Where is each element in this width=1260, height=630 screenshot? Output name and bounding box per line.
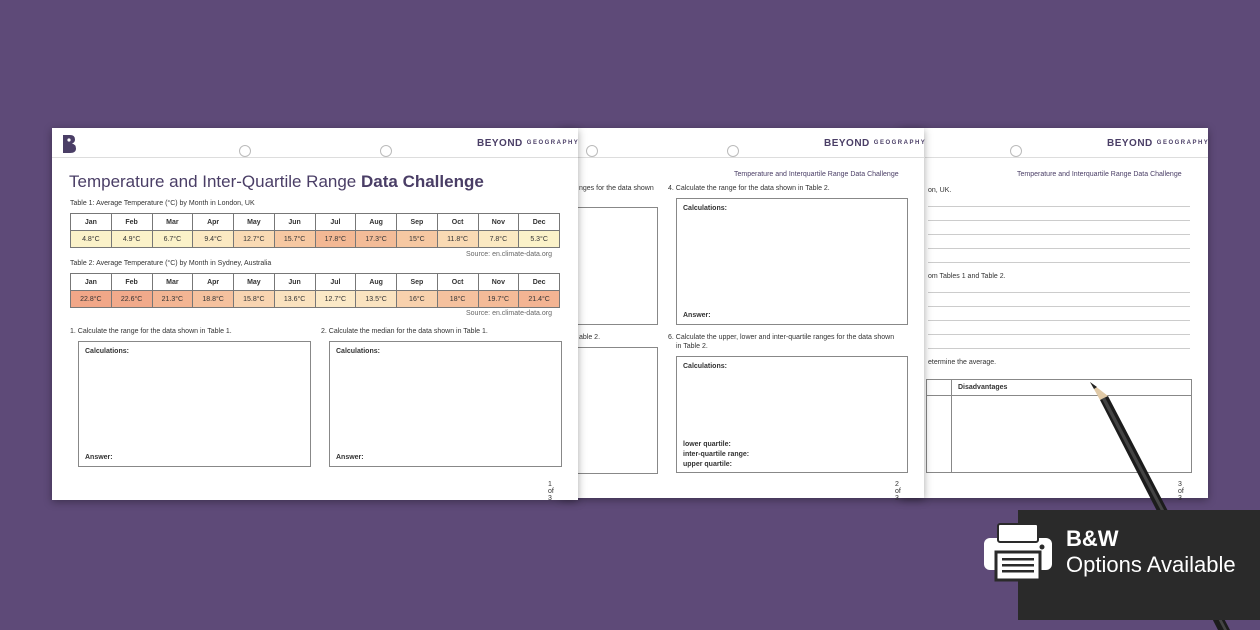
month-header-jan: Jan [71,274,112,291]
month-header-dec: Dec [519,214,560,231]
month-header-feb: Feb [111,214,152,231]
question-1-text: 1. Calculate the range for the data shown in Table 1. [70,328,232,335]
page-2-brand [824,138,926,149]
answer-box-1[interactable] [78,341,311,467]
answer-label: Answer: [683,312,711,319]
month-header-mar: Mar [152,214,193,231]
answer-line [928,306,1190,307]
brand-name: BEYOND [1107,138,1153,149]
temperature-cell-sep: 16°C [397,291,438,308]
temperature-cell-aug: 17.3°C [356,231,397,248]
punch-hole [1010,145,1022,157]
title-light: Temperature and Inter-Quartile Range [69,172,357,191]
page-3-header: Temperature and Interquartile Range Data Challenge [1017,171,1182,178]
temperature-cell-feb: 4.9°C [111,231,152,248]
disadvantages-heading: Disadvantages [958,384,1008,391]
answer-box[interactable] [676,198,908,325]
table-header-row [71,214,560,231]
month-header-sep: Sep [397,214,438,231]
calculations-label: Calculations: [85,348,129,355]
question-6-text: in Table 2. [676,343,708,350]
answer-line [928,248,1190,249]
table-row [71,231,560,248]
temperature-cell-nov: 7.8°C [478,231,519,248]
calculations-label: Calculations: [336,348,380,355]
answer-label: Answer: [85,454,113,461]
table-1-caption: Table 1: Average Temperature (°C) by Month in London, UK [70,200,255,207]
brand-sub: GEOGRAPHY [526,140,580,147]
badge-subtitle: Options Available [1066,552,1236,577]
temperature-cell-may: 15.8°C [234,291,275,308]
month-header-oct: Oct [437,214,478,231]
page-number: 3 of 3 [1178,481,1184,502]
answer-line [928,334,1190,335]
brand-name: BEYOND [824,138,870,149]
page-3-question-text: etermine the average. [928,359,997,366]
temperature-cell-mar: 21.3°C [152,291,193,308]
bw-options-badge [1018,510,1260,620]
month-header-feb: Feb [111,274,152,291]
table-1-source: Source: en.climate-data.org [466,251,552,258]
title-bold: Data Challenge [361,172,484,191]
question-5-text: able 2. [579,334,601,341]
lower-quartile-label: lower quartile: [683,441,731,448]
temperature-cell-jun: 15.7°C [274,231,315,248]
punch-hole [380,145,392,157]
question-2-text: 2. Calculate the median for the data shown in Table 1. [321,328,488,335]
month-header-jun: Jun [274,214,315,231]
calculations-label: Calculations: [683,205,727,212]
temperature-cell-apr: 9.4°C [193,231,234,248]
month-header-jul: Jul [315,274,356,291]
answer-label: Answer: [336,454,364,461]
table-2-source: Source: en.climate-data.org [466,310,552,317]
month-header-nov: Nov [478,214,519,231]
temperature-cell-oct: 18°C [437,291,478,308]
month-header-jun: Jun [274,274,315,291]
answer-line [928,348,1190,349]
answer-line [928,292,1190,293]
iqr-label: inter-quartile range: [683,451,750,458]
calculations-label: Calculations: [683,363,727,370]
temperature-cell-dec: 21.4°C [519,291,560,308]
question-3-text: nges for the data shown [579,185,654,192]
temperature-cell-mar: 6.7°C [152,231,193,248]
brand-sub: GEOGRAPHY [873,140,927,147]
punch-hole [239,145,251,157]
month-header-aug: Aug [356,274,397,291]
month-header-dec: Dec [519,274,560,291]
temperature-cell-may: 12.7°C [234,231,275,248]
temperature-cell-oct: 11.8°C [437,231,478,248]
page-number: 1 of 3 [548,481,554,502]
temperature-cell-jul: 17.8°C [315,231,356,248]
temperature-cell-dec: 5.3°C [519,231,560,248]
month-header-jan: Jan [71,214,112,231]
answer-box[interactable] [676,356,908,473]
month-header-may: May [234,214,275,231]
answer-line [928,234,1190,235]
temperature-cell-apr: 18.8°C [193,291,234,308]
header-divider [925,157,1208,158]
brand-sub: GEOGRAPHY [1156,140,1210,147]
answer-line [928,206,1190,207]
temperature-cell-jul: 12.7°C [315,291,356,308]
answer-box-2[interactable] [329,341,562,467]
punch-hole [727,145,739,157]
table-1-london [70,213,560,248]
temperature-cell-aug: 13.5°C [356,291,397,308]
printer-icon [982,520,1054,582]
answer-line [928,220,1190,221]
page-3-question-text: on, UK. [928,187,952,194]
brand-name: BEYOND [477,138,523,149]
answer-box[interactable] [575,347,658,474]
temperature-cell-nov: 19.7°C [478,291,519,308]
answer-line [928,320,1190,321]
month-header-may: May [234,274,275,291]
temperature-cell-jan: 22.8°C [71,291,112,308]
punch-hole [586,145,598,157]
page-3-question-text: om Tables 1 and Table 2. [928,273,1006,280]
page-2-header: Temperature and Interquartile Range Data Challenge [734,171,899,178]
table-2-sydney [70,273,560,308]
temperature-cell-jan: 4.8°C [71,231,112,248]
month-header-apr: Apr [193,274,234,291]
table-row [71,291,560,308]
page-3-brand [1107,138,1209,149]
brand-logo-icon [61,134,77,154]
month-header-aug: Aug [356,214,397,231]
month-header-oct: Oct [437,274,478,291]
header-divider [578,157,924,158]
page-title [69,172,484,192]
table-2-caption: Table 2: Average Temperature (°C) by Month in Sydney, Australia [70,260,272,267]
page-number: 2 of 3 [895,481,901,502]
question-6-text: 6. Calculate the upper, lower and inter-quartile ranges for the data shown [668,334,895,341]
badge-title: B&W [1066,526,1119,551]
temperature-cell-sep: 15°C [397,231,438,248]
answer-line [928,262,1190,263]
month-header-nov: Nov [478,274,519,291]
page-1-brand [477,138,579,149]
answer-box[interactable] [575,207,658,325]
month-header-apr: Apr [193,214,234,231]
month-header-sep: Sep [397,274,438,291]
temperature-cell-jun: 13.6°C [274,291,315,308]
temperature-cell-feb: 22.6°C [111,291,152,308]
month-header-mar: Mar [152,274,193,291]
month-header-jul: Jul [315,214,356,231]
header-divider [52,157,578,158]
table-header-row [71,274,560,291]
question-4-text: 4. Calculate the range for the data shown in Table 2. [668,185,830,192]
upper-quartile-label: upper quartile: [683,461,733,468]
